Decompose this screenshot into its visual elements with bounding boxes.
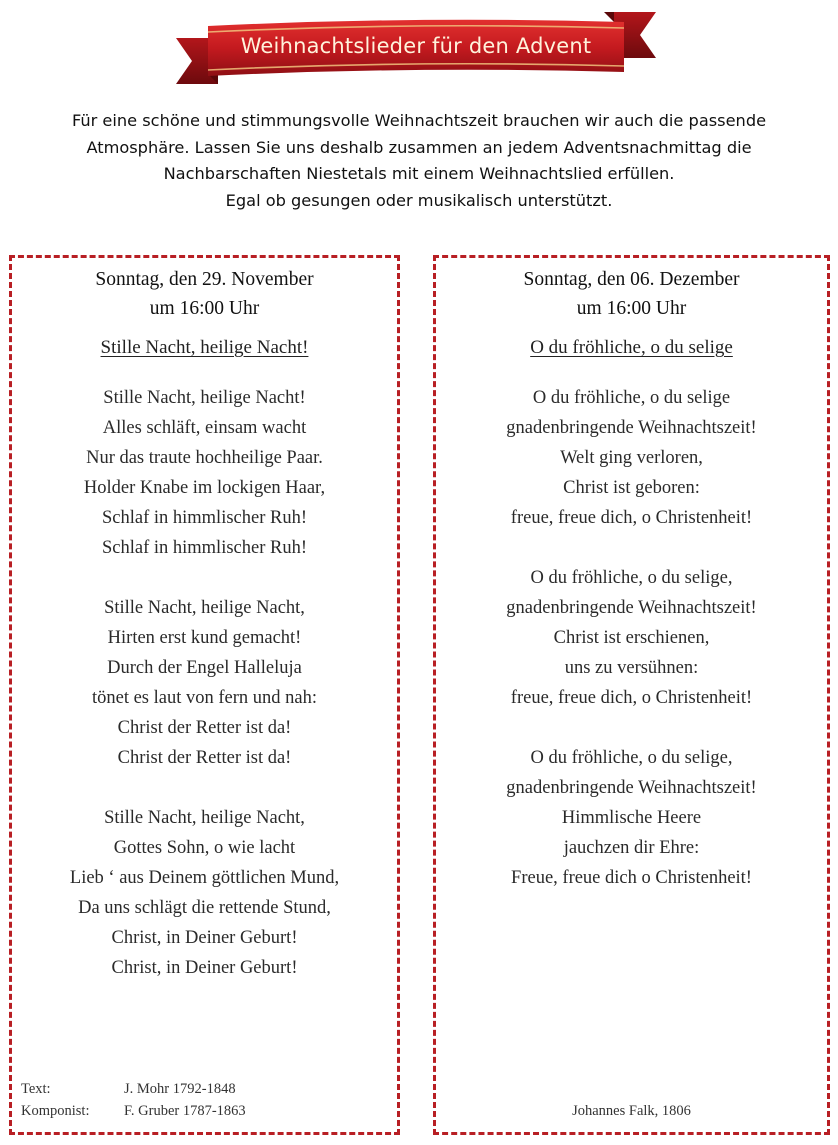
lyric-line: freue, freue dich, o Christenheit! [510,508,753,528]
time-line: um 16:00 Uhr [576,298,687,319]
lyric-line: O du fröhliche, o du selige [532,388,731,408]
lyric-line: Stille Nacht, heilige Nacht, [104,598,305,618]
verse [436,383,827,533]
lyric-line: Schlaf in himmlischer Ruh! [101,538,307,558]
lyric-line: Nur das traute hochheilige Paar. [86,448,323,468]
lyric-line: gnadenbringende Weihnachtszeit! [506,778,757,798]
date-line: Sonntag, den 06. Dezember [523,269,740,290]
lyric-line: Schlaf in himmlischer Ruh! [101,508,307,528]
lyric-line: Stille Nacht, heilige Nacht, [104,808,305,828]
lyric-line: Holder Knabe im lockigen Haar, [83,478,326,498]
event-date [12,265,397,323]
page-title: Weihnachtslieder für den Advent [240,34,592,58]
lyric-line: jauchzen dir Ehre: [563,838,700,858]
lyric-line: gnadenbringende Weihnachtszeit! [506,598,757,618]
intro-line: Nachbarschaften Niestetals mit einem Weihnachtslied erfüllen. [163,164,675,183]
lyric-line: tönet es laut von fern und nah: [91,688,318,708]
lyric-line: Lieb ‘ aus Deinem göttlichen Mund, [69,868,340,888]
lyric-line: Freue, freue dich o Christenheit! [511,868,752,888]
time-line: um 16:00 Uhr [149,298,260,319]
song-credits [21,1078,246,1122]
verse [436,563,827,713]
lyric-line: O du fröhliche, o du selige, [530,568,733,588]
song-author: Johannes Falk, 1806 [572,1103,691,1119]
date-line: Sonntag, den 29. November [95,269,314,290]
lyric-line: Durch der Engel Halleluja [107,658,302,678]
verse [436,743,827,893]
lyric-line: Hirten erst kund gemacht! [107,628,302,648]
credit-composer [21,1100,246,1122]
lyric-line: freue, freue dich, o Christenheit! [510,688,753,708]
lyric-line: gnadenbringende Weihnachtszeit! [506,418,757,438]
lyric-line: Gottes Sohn, o wie lacht [113,838,296,858]
song-title: Stille Nacht, heilige Nacht! [100,337,309,358]
intro-text [20,108,818,214]
verse [12,383,397,563]
credit-label: Text: [21,1081,51,1097]
lyric-line: Stille Nacht, heilige Nacht! [103,388,306,408]
song-card-stille-nacht [9,255,400,1135]
intro-line: Für eine schöne und stimmungsvolle Weihnachtszeit brauchen wir auch die passende [71,111,767,130]
event-date [436,265,827,323]
lyric-line: Christ der Retter ist da! [117,718,292,738]
verse [12,593,397,773]
title-banner [170,8,662,88]
credit-value: F. Gruber 1787-1863 [124,1103,246,1119]
lyrics [436,383,827,893]
lyric-line: Himmlische Heere [561,808,702,828]
lyric-line: Christ der Retter ist da! [117,748,292,768]
credit-label: Komponist: [21,1103,90,1119]
lyric-line: Alles schläft, einsam wacht [102,418,307,438]
lyric-line: uns zu versühnen: [564,658,699,678]
lyrics [12,383,397,983]
lyric-line: Christ, in Deiner Geburt! [111,958,298,978]
credit-text [21,1078,246,1100]
lyric-line: Da uns schlägt die rettende Stund, [78,898,331,918]
intro-line: Egal ob gesungen oder musikalisch unterstützt. [225,190,613,210]
lyric-line: Welt ging verloren, [560,448,703,468]
verse [12,803,397,983]
lyric-line: Christ ist erschienen, [553,628,710,648]
song-title: O du fröhliche, o du selige [530,337,733,358]
lyric-line: O du fröhliche, o du selige, [530,748,733,768]
song-card-o-du-froehliche [433,255,830,1135]
lyric-line: Christ ist geboren: [563,478,700,498]
lyric-line: Christ, in Deiner Geburt! [111,928,298,948]
intro-line: Atmosphäre. Lassen Sie uns deshalb zusammen an jedem Adventsnachmittag die [86,137,752,157]
credit-value: J. Mohr 1792-1848 [124,1081,236,1097]
